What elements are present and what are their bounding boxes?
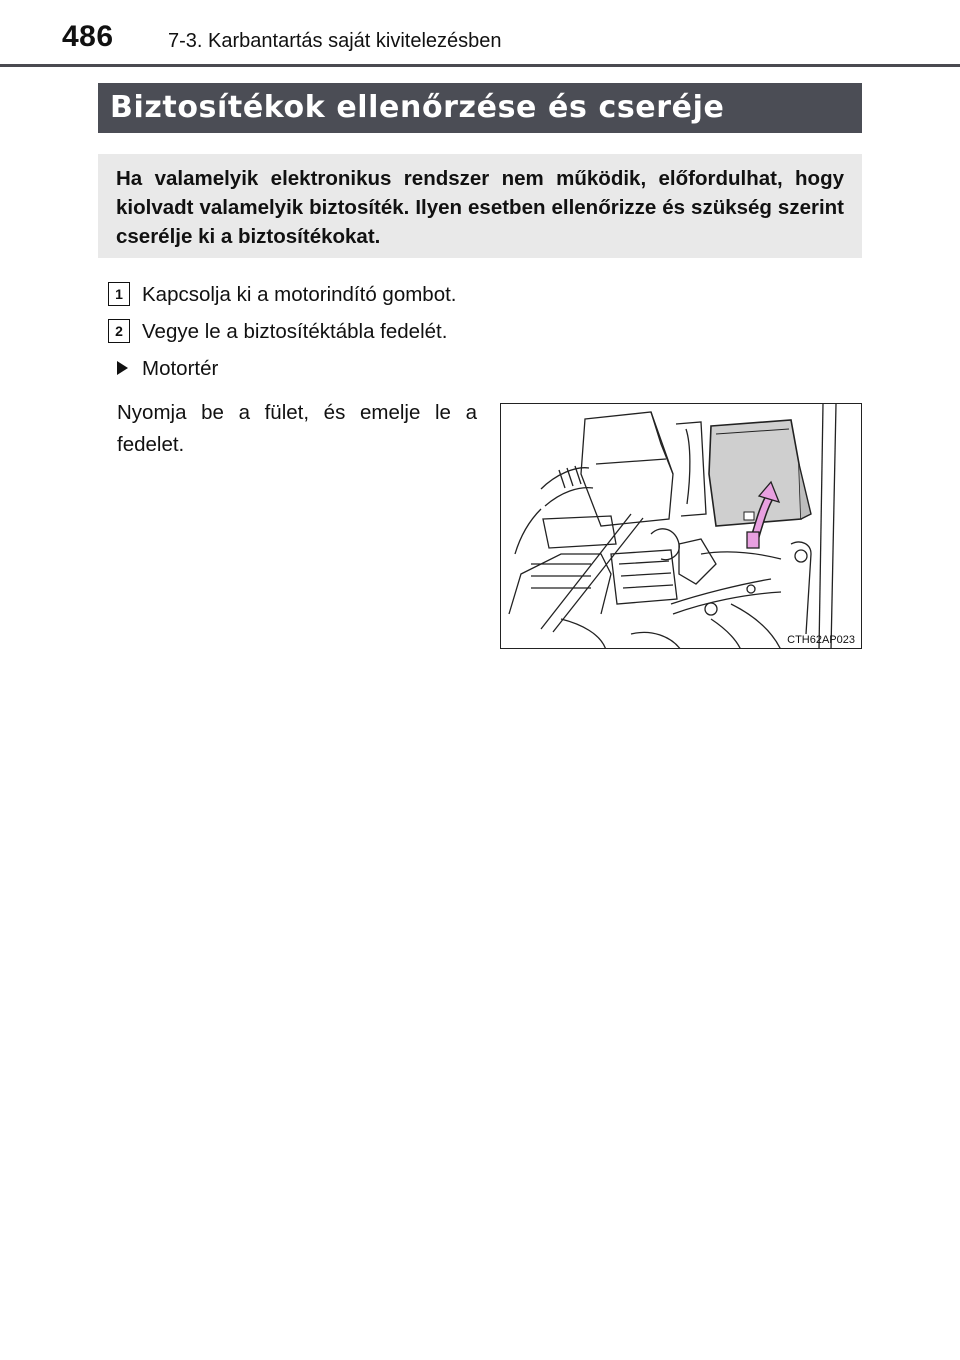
step-2: [108, 320, 447, 345]
step-number-badge: 1: [108, 282, 130, 306]
step-text: Kapcsolja ki a motorindító gombot.: [142, 283, 457, 306]
step-text: Vegye le a biztosítéktábla fedelét.: [142, 320, 448, 343]
subsection-label: Motortér: [142, 357, 219, 380]
engine-compartment-illustration: [500, 403, 862, 649]
figure-code: CTH62AP023: [787, 634, 855, 646]
step-number-badge: 2: [108, 319, 130, 343]
header-divider: [0, 64, 960, 67]
page-title: Biztosítékok ellenőrzése és cseréje: [98, 83, 862, 133]
page-number: 486: [62, 20, 114, 53]
section-title: 7-3. Karbantartás saját kivitelezésben: [168, 30, 502, 52]
subsection-heading: [117, 357, 218, 381]
step-1: [108, 283, 457, 308]
engine-line-drawing: [501, 404, 862, 649]
intro-text: Ha valamelyik elektronikus rendszer nem működik, előfordulhat, hogy kiolvadt valamelyik biztosíték. Ilyen esetben ellenőrizze és szükség szerint cserélje ki a biztosítékokat.: [116, 167, 844, 248]
intro-box: [98, 154, 862, 258]
triangle-bullet-icon: [117, 361, 128, 375]
subsection-description: Nyomja be a fület, és emelje le a fedelet.: [117, 401, 477, 456]
